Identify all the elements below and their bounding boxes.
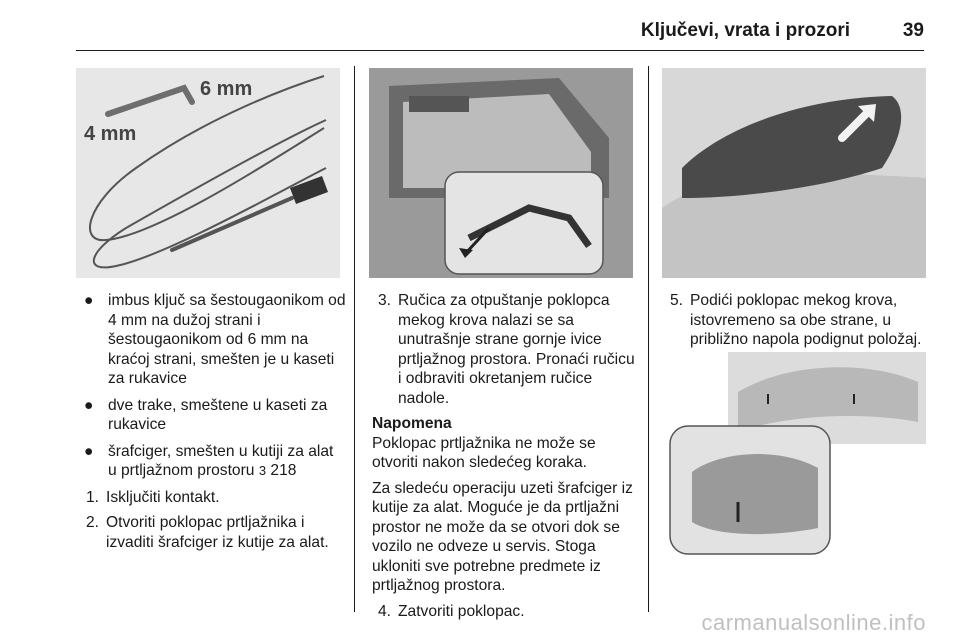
- page-number: 39: [902, 20, 924, 41]
- header-rule: [76, 50, 924, 51]
- bullet-marker: ●: [84, 292, 94, 309]
- bullet-text-2: dve trake, smeštene u kaseti za rukavice: [108, 396, 328, 433]
- bullet-item-1: [80, 291, 346, 389]
- column-divider-left: [354, 66, 355, 612]
- figure-trunk-handle: [369, 68, 633, 278]
- figure-lock-detail: [668, 352, 926, 558]
- figure-roof-cover: [662, 68, 926, 278]
- page-ref-icon: 3: [258, 463, 267, 478]
- watermark: carmanualsonline.info: [701, 610, 926, 635]
- bullet-text-1: imbus ključ sa šestougaonikom od 4 mm na dužoj strani i šestougaonikom od 6 mm na kraćoj strani, smešten je u kaseti za rukavice: [108, 292, 346, 387]
- step-text: Ručica za otpuštanje poklopca mekog krova nalazi se sa unutrašnje strane gornje ivice prtljažnog prostora. Pronaći ručicu i odbraviti okretanjem ručice nadole.: [398, 292, 635, 407]
- left-column: [80, 291, 346, 558]
- label-6mm: 6 mm: [200, 78, 253, 100]
- step-number: 1.: [86, 488, 100, 506]
- trunk-illustration: [369, 68, 633, 278]
- step-1: [80, 488, 346, 508]
- step-text: Podići poklopac mekog krova, istovremeno sa obe strane, u približno napola podignut položaj.: [690, 292, 922, 348]
- step-2: [80, 513, 346, 552]
- bullet-item-2: [80, 396, 346, 435]
- tools-illustration: [76, 68, 340, 278]
- step-number: 4.: [378, 602, 392, 620]
- step-number: 3.: [378, 292, 392, 309]
- page-ref-link[interactable]: 218: [270, 462, 297, 479]
- note-paragraph-1: Poklopac prtljažnika ne može se otvoriti nakon sledećeg koraka.: [372, 434, 596, 471]
- figure-tools: [76, 68, 340, 278]
- label-4mm: 4 mm: [84, 123, 137, 145]
- step-4: [372, 602, 640, 622]
- bullet-item-3: [80, 442, 346, 481]
- bullet-marker: ●: [84, 442, 94, 460]
- step-3: [372, 291, 640, 408]
- step-number: 5.: [670, 292, 684, 309]
- roof-illustration: [662, 68, 926, 278]
- note-heading: Napomena: [372, 415, 452, 432]
- note-paragraph-2: Za sledeću operaciju uzeti šrafciger iz kutije za alat. Moguće je da prtljažni prostor ne može da se otvori dok se vozilo ne odveze u servis. Stoga ukloniti sve potrebne predmete iz prtljažnog prostora.: [372, 479, 633, 594]
- right-column: [664, 291, 930, 356]
- lock-detail-illustration: [668, 352, 926, 558]
- bullet-text-3: šrafciger, smešten u kutiji za alat u prtljažnom prostoru: [108, 442, 334, 479]
- step-text: Zatvoriti poklopac.: [398, 602, 525, 620]
- step-number: 2.: [86, 514, 100, 531]
- step-5: [664, 291, 930, 350]
- step-text: Isključiti kontakt.: [106, 488, 220, 506]
- column-divider-right: [648, 66, 649, 612]
- step-text: Otvoriti poklopac prtljažnika i izvaditi šrafciger iz kutije za alat.: [106, 514, 329, 551]
- page-header-title: Ključevi, vrata i prozori: [640, 20, 850, 41]
- detail-inset: [445, 172, 603, 274]
- middle-column: [372, 291, 640, 627]
- bullet-marker: ●: [84, 396, 94, 414]
